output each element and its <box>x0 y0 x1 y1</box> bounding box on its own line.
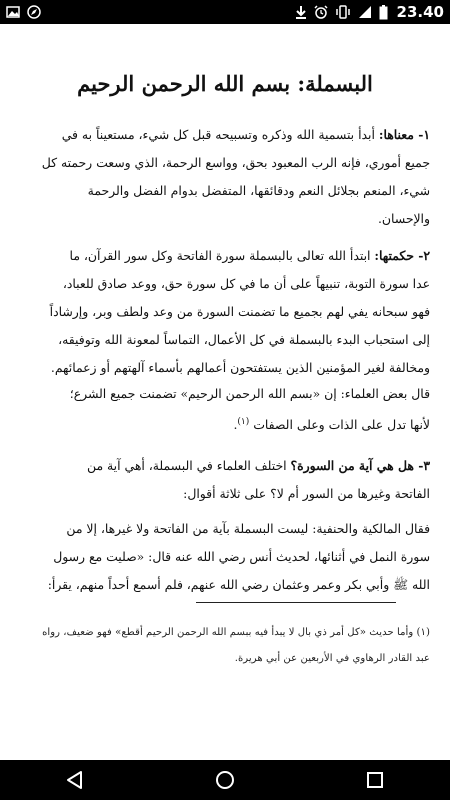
section-maliki-view <box>20 515 430 599</box>
footnote-divider <box>196 602 396 603</box>
paragraph-line: لأنها تدل على الذات وعلى الصفات $^{(١)}$. <box>233 417 430 433</box>
paragraph-line: والإحسان. <box>377 211 430 226</box>
book-page[interactable] <box>0 24 450 760</box>
back-icon[interactable] <box>55 760 95 800</box>
paragraph-line: سورة النمل في أثنائها، لحديث أنس رضي الله عنه قال: «صليت مع رسول <box>53 549 430 564</box>
section-heading: ٣- هل هي آية من السورة؟ <box>290 458 430 473</box>
footnote <box>20 620 430 672</box>
paragraph-line: جميع أموري، فإنه الرب المعبود بحق، وواسع الرحمة، الذي وسعت رحمته كل <box>41 155 430 170</box>
photo-icon <box>6 5 20 19</box>
signal-icon <box>358 5 372 19</box>
recents-icon[interactable] <box>355 760 395 800</box>
paragraph-line: شيء، المنعم بجلائل النعم ودقائقها، المتفضل بدوام الفضل والرحمة <box>87 183 430 198</box>
download-icon <box>295 5 307 19</box>
paragraph-line: ومخالفة لغير المؤمنين الذين يستفتحون أعمالهم بأسماء آلهتهم أو زعمائهم. <box>50 360 430 375</box>
footnote-ref[interactable]: (١) <box>237 417 250 427</box>
paragraph-line: الله ﷺ وأبي بكر وعمر وعثمان رضي الله عنهم، فلم أسمع أحداً منهم، يقرأ: <box>47 577 430 592</box>
section-heading: ٢- حكمتها: <box>374 248 430 263</box>
footnote-line: عبد القادر الرهاوي في الأربعين عن أبي هريرة. <box>234 653 430 664</box>
paragraph-line: عدا سورة التوبة، تنبيهاً على أن ما في كل سورة حق، ووعد صادق للعباد، <box>62 276 430 291</box>
footnote-line: (١) وأما حديث «كل أمر ذي بال لا يبدأ فيه ببسم الله الرحمن الرحيم أقطع» فهو ضعيف، رواه <box>42 627 430 638</box>
compass-icon <box>27 5 41 19</box>
paragraph-line: ١- معناها: أبدأ بتسمية الله وذكره وتسبيحه قبل كل شيء، مستعيناً به في <box>61 127 430 142</box>
alarm-icon <box>314 5 328 19</box>
paragraph-line: إلى استحباب البدء بالبسملة في كل الأعمال، التماساً لمعونة الله وتوفيقه، <box>58 332 430 347</box>
paragraph-line: ٣- هل هي آية من السورة؟ اختلف العلماء في البسملة، أهي آية من <box>87 458 430 473</box>
paragraph-line: فقال المالكية والحنفية: ليست البسملة بآية من الفاتحة ولا غيرها، إلا من <box>66 521 430 536</box>
section-heading: ١- معناها: <box>378 127 430 142</box>
page-title: البسملة: بسم الله الرحمن الرحيم <box>77 71 373 96</box>
status-left-icons <box>6 5 41 19</box>
vibrate-icon <box>335 5 351 19</box>
status-bar <box>0 0 450 24</box>
paragraph-line: قال بعض العلماء: إن «بسم الله الرحمن الرحيم» تضمنت جميع الشرع؛ <box>69 386 430 401</box>
status-right-icons <box>295 3 444 21</box>
home-icon[interactable] <box>205 760 245 800</box>
status-time: 23.40 <box>396 3 444 21</box>
paragraph-line: فهو سبحانه يفي لهم بجميع ما تضمنت السورة من وعد ولطف وبر، وإرشاداً <box>49 304 430 319</box>
battery-icon <box>379 5 388 20</box>
section-is-verse <box>20 452 430 508</box>
section-wisdom <box>20 242 430 382</box>
paragraph-line: ٢- حكمتها: ابتدأ الله تعالى بالبسملة سورة الفاتحة وكل سور القرآن، ما <box>69 248 430 263</box>
paragraph-line: الفاتحة وغيرها من السور أم لا؟ على ثلاثة أقوال: <box>183 486 430 501</box>
navigation-bar <box>0 760 450 800</box>
section-meaning <box>20 121 430 233</box>
scholar-quote <box>20 380 430 439</box>
